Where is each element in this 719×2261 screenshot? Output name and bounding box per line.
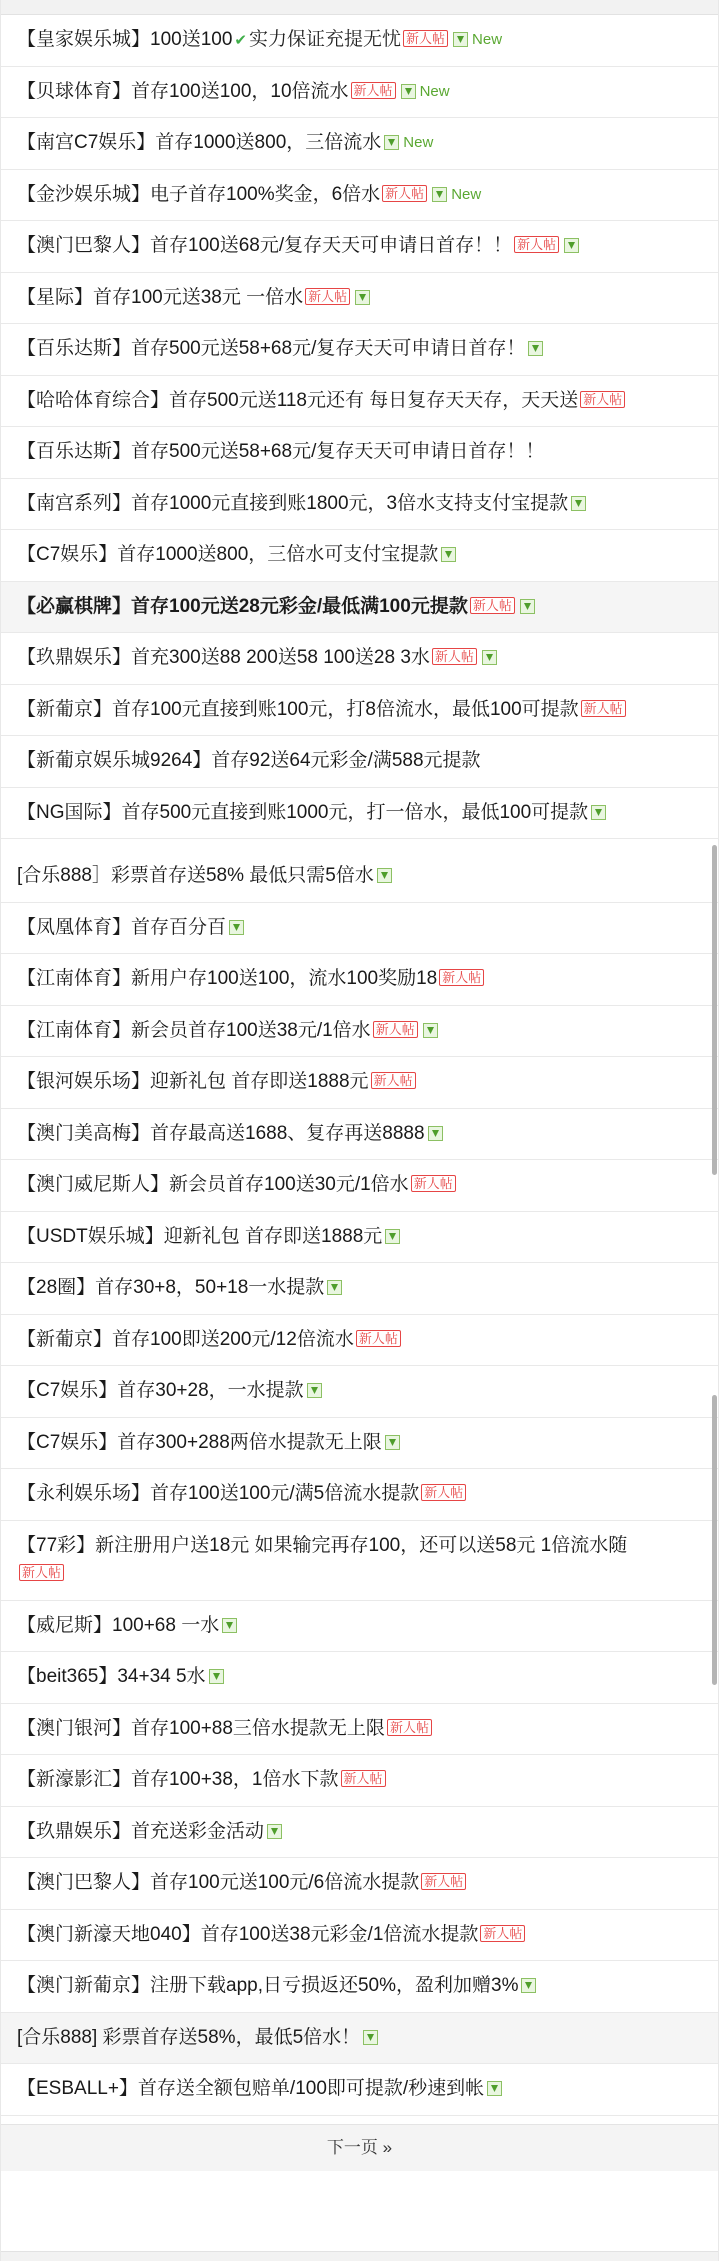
attachment-icon: [487, 2081, 502, 2096]
table-row[interactable]: [1, 903, 718, 955]
table-row[interactable]: [1, 324, 718, 376]
attachment-icon: [564, 238, 579, 253]
thread-title-link[interactable]: 【澳门新濠天地040】首存100送38元彩金/1倍流水提款: [17, 1923, 479, 1945]
attachment-icon: [385, 1435, 400, 1450]
table-row[interactable]: [1, 1263, 718, 1315]
thread-title-link[interactable]: 【金沙娱乐城】电子首存100%奖金，6倍水: [17, 183, 381, 205]
thread-title-link[interactable]: 【哈哈体育综合】首存500元送118元还有 每日复存天天存，天天送: [17, 389, 579, 411]
table-row[interactable]: [1, 273, 718, 325]
thread-title-link[interactable]: 【百乐达斯】首存500元送58+68元/复存天天可申请日首存！！: [17, 441, 545, 462]
attachment-icon: [377, 868, 392, 883]
table-row[interactable]: [1, 633, 718, 685]
thread-title-link[interactable]: 【澳门巴黎人】首存100送68元/复存天天可申请日首存！！: [17, 235, 513, 256]
thread-title-link[interactable]: 【江南体育】新会员首存100送38元/1倍水: [17, 1019, 371, 1041]
new-post-badge: 新人帖: [421, 1484, 466, 1501]
attachment-icon: [521, 1978, 536, 1993]
table-row[interactable]: [1, 170, 718, 222]
new-label: New: [419, 82, 450, 100]
new-post-badge: 新人帖: [387, 1719, 432, 1736]
thread-title-link[interactable]: 【新葡京】首存100元直接到账100元，打8倍流水，最低100可提款: [17, 698, 579, 720]
table-row[interactable]: [1, 67, 718, 119]
scrollbar-thumb-upper[interactable]: [712, 845, 717, 1175]
table-row[interactable]: [1, 1006, 718, 1058]
table-row[interactable]: [1, 1704, 718, 1756]
thread-title-link[interactable]: 【新葡京娱乐城9264】首存92送64元彩金/满588元提款: [17, 750, 481, 771]
table-row[interactable]: [1, 1418, 718, 1470]
new-post-badge: 新人帖: [373, 1021, 418, 1038]
next-page-link[interactable]: 下一页 »: [326, 2137, 393, 2157]
new-post-badge: 新人帖: [480, 1925, 525, 1942]
thread-title-link[interactable]: 【银河娱乐场】迎新礼包 首存即送1888元: [17, 1071, 369, 1092]
new-post-badge: 新人帖: [411, 1175, 456, 1192]
table-row[interactable]: [1, 1366, 718, 1418]
scrollbar-thumb-lower[interactable]: [712, 1395, 717, 1685]
attachment-icon: [428, 1126, 443, 1141]
table-row[interactable]: [1, 479, 718, 531]
attachment-icon: [384, 135, 399, 150]
thread-title-link[interactable]: 【江南体育】新用户存100送100，流水100奖励18: [17, 968, 438, 989]
table-row[interactable]: [1, 1469, 718, 1521]
table-row[interactable]: [1, 851, 718, 903]
attachment-icon: [432, 187, 447, 202]
thread-title-link[interactable]: 【C7娱乐】首存300+288两倍水提款无上限: [17, 1431, 382, 1453]
table-row[interactable]: [1, 1315, 718, 1367]
new-post-badge: 新人帖: [19, 1564, 64, 1581]
new-post-badge: 新人帖: [356, 1330, 401, 1347]
table-row[interactable]: [1, 2064, 718, 2116]
thread-title-link[interactable]: 【澳门巴黎人】首存100元送100元/6倍流水提款: [17, 1872, 420, 1893]
thread-list: [1, 15, 718, 2116]
thread-title-link[interactable]: 【新濠影汇】首存100+38，1倍水下款: [17, 1769, 339, 1790]
thread-title-link[interactable]: 【星际】首存100元送38元 一倍水: [17, 286, 304, 308]
vertical-scrollbar[interactable]: [711, 0, 718, 2261]
table-row[interactable]: [1, 788, 718, 840]
thread-title-link[interactable]: 【百乐达斯】首存500元送58+68元/复存天天可申请日首存！: [17, 338, 526, 359]
new-post-badge: 新人帖: [514, 236, 559, 253]
thread-title-link[interactable]: [合乐888］彩票首存送58% 最低只需5倍水: [17, 865, 374, 886]
thread-title-link[interactable]: 【凤凰体育】首存百分百: [17, 916, 227, 938]
new-label: New: [451, 185, 482, 203]
table-row[interactable]: [1, 736, 718, 788]
new-post-badge: 新人帖: [421, 1873, 466, 1890]
attachment-icon: [307, 1383, 322, 1398]
attachment-icon: [591, 805, 606, 820]
new-post-badge: 新人帖: [341, 1770, 386, 1787]
table-row[interactable]: [1, 685, 718, 737]
new-post-badge: 新人帖: [382, 185, 427, 202]
thread-title-link[interactable]: 【威尼斯】100+68 一水: [17, 1614, 220, 1636]
table-row[interactable]: [1, 2013, 718, 2065]
table-row[interactable]: [1, 427, 718, 479]
bottom-status-bar: [1, 2251, 718, 2261]
table-row[interactable]: [1, 1858, 718, 1910]
table-row[interactable]: [1, 15, 718, 67]
table-row[interactable]: [1, 1755, 718, 1807]
new-post-badge: 新人帖: [432, 648, 477, 665]
table-row[interactable]: [1, 582, 718, 634]
attachment-icon: [355, 290, 370, 305]
new-post-badge: 新人帖: [351, 82, 396, 99]
thread-title-link[interactable]: 【新葡京】首存100即送200元/12倍流水: [17, 1328, 354, 1350]
new-post-badge: 新人帖: [581, 700, 626, 717]
table-row[interactable]: [1, 1807, 718, 1859]
thread-title-link[interactable]: 【beit365】34+34 5水: [17, 1666, 206, 1687]
new-post-badge: 新人帖: [371, 1072, 416, 1089]
thread-title-link[interactable]: 【28圈】首存30+8，50+18一水提款: [17, 1277, 325, 1298]
thread-title-link[interactable]: 【NG国际】首存500元直接到账1000元，打一倍水，最低100可提款: [17, 801, 589, 823]
table-row[interactable]: [1, 1057, 718, 1109]
attachment-icon: [363, 2030, 378, 2045]
attachment-icon: [401, 84, 416, 99]
thread-title-link[interactable]: 【必赢棋牌】首存100元送28元彩金/最低满100元提款: [17, 595, 468, 617]
new-post-badge: 新人帖: [470, 597, 515, 614]
table-row[interactable]: [1, 1212, 718, 1264]
thread-title-link[interactable]: 【C7娱乐】首存30+28，一水提款: [17, 1380, 304, 1401]
attachment-icon: [453, 32, 468, 47]
thread-title-link[interactable]: 【77彩】新注册用户送18元 如果输完再存100，还可以送58元 1倍流水随: [17, 1534, 628, 1556]
attachment-icon: [229, 920, 244, 935]
thread-title-link[interactable]: 【C7娱乐】首存1000送800，三倍水可支付宝提款: [17, 544, 439, 565]
table-row[interactable]: [1, 1521, 718, 1601]
thread-title-link[interactable]: 【USDT娱乐城】迎新礼包 首存即送1888元: [17, 1225, 383, 1247]
thread-title-link[interactable]: 【澳门威尼斯人】新会员首存100送30元/1倍水: [17, 1174, 409, 1195]
attachment-icon: [571, 496, 586, 511]
pagination-bar[interactable]: [1, 2124, 718, 2171]
new-post-badge: 新人帖: [403, 30, 448, 47]
attachment-icon: [423, 1023, 438, 1038]
new-post-badge: 新人帖: [305, 288, 350, 305]
table-row[interactable]: [1, 221, 718, 273]
attachment-icon: [327, 1280, 342, 1295]
check-icon: ✔: [234, 32, 247, 49]
thread-title-link[interactable]: 【玖鼎娱乐】首充300送88 200送58 100送28 3水: [17, 647, 430, 668]
table-row[interactable]: [1, 1652, 718, 1704]
table-row[interactable]: [1, 954, 718, 1006]
thread-title-extra: 实力保证充提无忧: [248, 29, 401, 50]
thread-title-link[interactable]: 【永利娱乐场】首存100送100元/满5倍流水提款: [17, 1483, 420, 1504]
thread-title-link[interactable]: 【南宫C7娱乐】首存1000送800，三倍流水: [17, 132, 382, 153]
thread-title-link[interactable]: 【玖鼎娱乐】首充送彩金活动: [17, 1820, 265, 1842]
table-row[interactable]: [1, 1601, 718, 1653]
table-row[interactable]: [1, 1961, 718, 2013]
table-row[interactable]: [1, 1160, 718, 1212]
attachment-icon: [482, 650, 497, 665]
thread-title-link[interactable]: 【澳门美高梅】首存最高送1688、复存再送8888: [17, 1122, 425, 1144]
table-row[interactable]: [1, 118, 718, 170]
top-status-bar: [1, 0, 718, 15]
attachment-icon: [222, 1618, 237, 1633]
new-post-badge: 新人帖: [580, 391, 625, 408]
thread-title-link[interactable]: 【贝球体育】首存100送100，10倍流水: [17, 80, 349, 102]
thread-title-link[interactable]: 【皇家娱乐城】100送100: [17, 29, 233, 50]
attachment-icon: [267, 1824, 282, 1839]
thread-title-link[interactable]: [合乐888] 彩票首存送58%，最低5倍水！: [17, 2026, 361, 2048]
new-post-badge: 新人帖: [439, 969, 484, 986]
table-row[interactable]: [1, 1910, 718, 1962]
thread-title-link[interactable]: 【澳门银河】首存100+88三倍水提款无上限: [17, 1717, 385, 1739]
table-row[interactable]: [1, 1109, 718, 1161]
attachment-icon: [385, 1229, 400, 1244]
thread-title-link[interactable]: 【澳门新葡京】注册下载app,日亏损返还50%，盈利加赠3%: [17, 1975, 519, 1996]
attachment-icon: [441, 547, 456, 562]
new-label: New: [472, 31, 503, 48]
attachment-icon: [209, 1669, 224, 1684]
new-label: New: [403, 134, 434, 151]
table-row[interactable]: [1, 530, 718, 582]
attachment-icon: [528, 341, 543, 356]
list-separator: [1, 839, 718, 851]
table-row[interactable]: [1, 376, 718, 428]
thread-title-link[interactable]: 【ESBALL+】首存送全额包赔单/100即可提款/秒速到帐: [17, 2078, 485, 2099]
thread-title-link[interactable]: 【南宫系列】首存1000元直接到账1800元，3倍水支持支付宝提款: [17, 492, 569, 514]
attachment-icon: [520, 599, 535, 614]
